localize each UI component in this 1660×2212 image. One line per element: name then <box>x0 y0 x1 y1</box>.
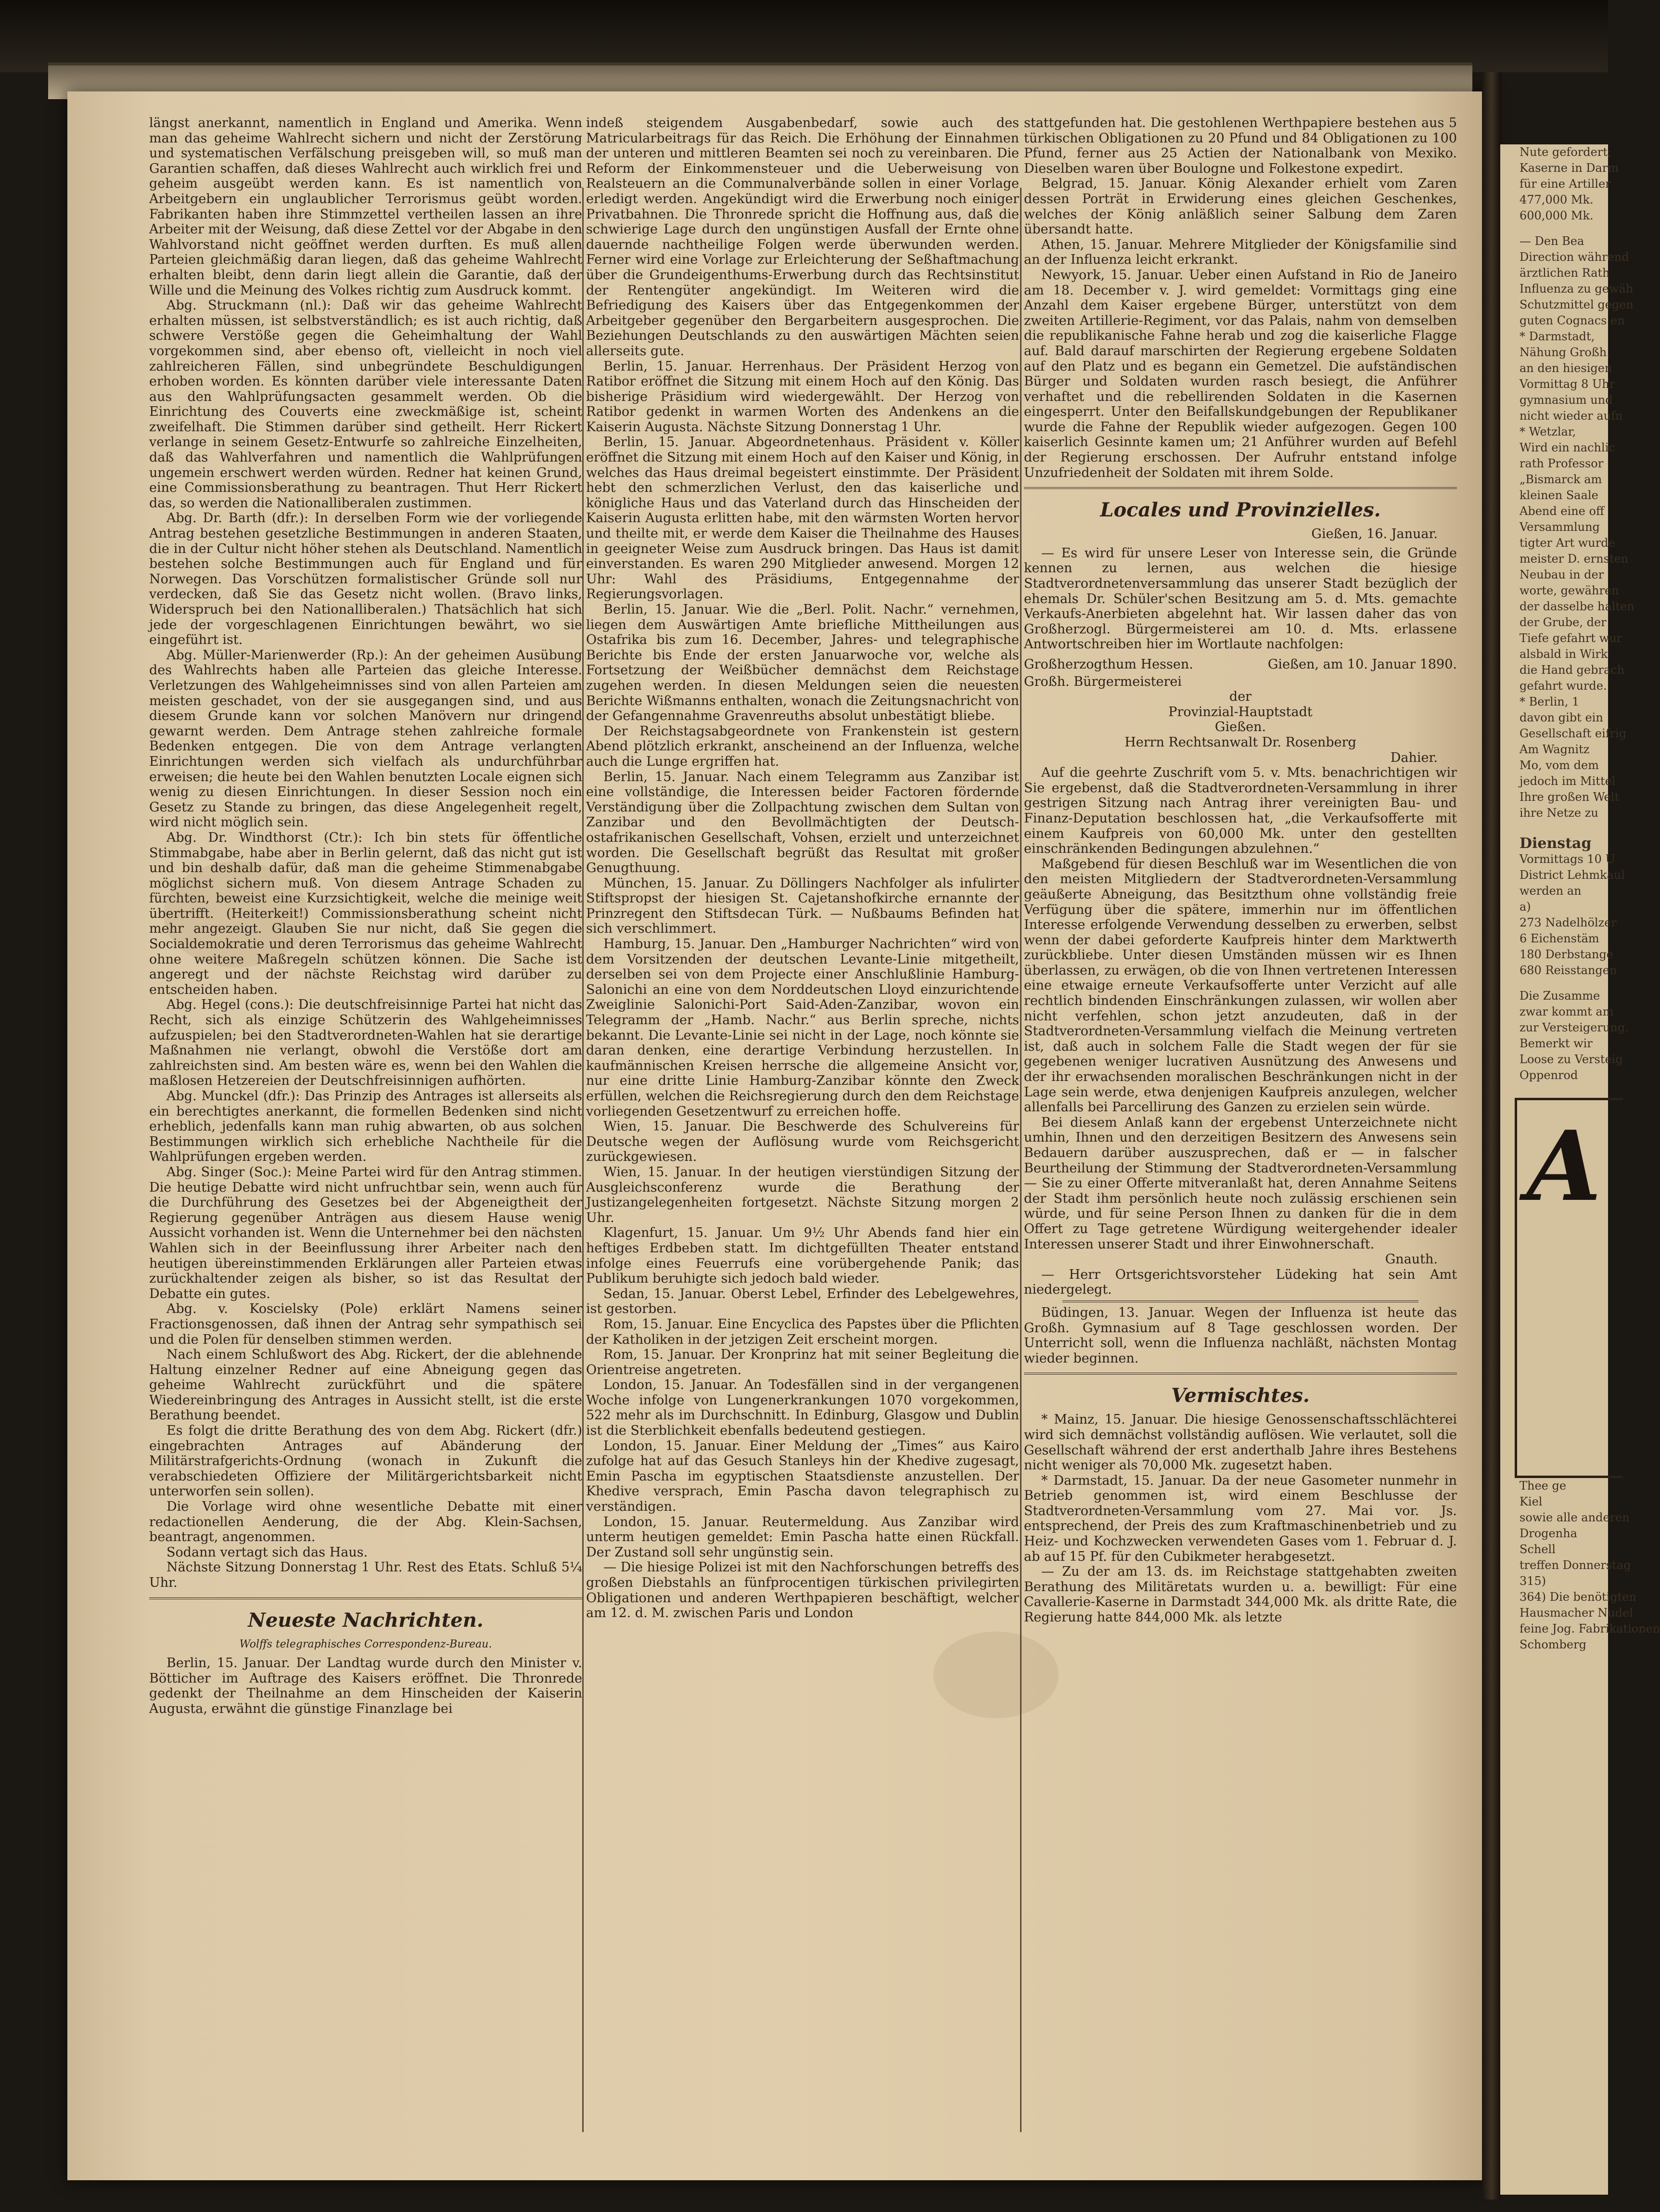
article-paragraph: stattgefunden hat. Die gestohlenen Werthpapiere bestehen aus 5 türkischen Obligationen zu 20 Pfund und 84 Obligationen zu 100 Pfund, ferner aus 25 Actien der Nationalbank von Mexiko. Dieselben waren über Boulogne und Folkestone expedirt. <box>1024 116 1457 176</box>
adjacent-page-fragment: * Berlin, 1 <box>1520 695 1580 708</box>
adjacent-page <box>1500 144 1660 2195</box>
letter-addressee-place: Dahier. <box>1390 750 1438 765</box>
adjacent-page-fragment: werden an <box>1520 884 1582 898</box>
adjacent-page-fragment: Loose zu Versteig <box>1520 1053 1623 1066</box>
adjacent-page-fragment: „Bismarck am <box>1520 473 1602 486</box>
article-paragraph: indeß steigendem Ausgabenbedarf, sowie auch des Matricularbeitrags für das Reich. Die Erhöhung der Einnahmen der unteren und mittleren Beamten sei noch zu vereinbaren. Die Reform der Einkommensteuer und die Ueberweisung von Realsteuern an die Communalverbände sollen in einer Vorlage erledigt werden. Angekündigt wird die Erwerbung noch einiger Privatbahnen. Die Thronrede spricht die Hoffnung aus, daß die schwierige Lage durch den ungünstigen Ausfall der Ernte ohne dauernde nachtheilige Folgen werde überwunden werden. Ferner wird eine Vorlage zur Erleichterung der Seßhaftmachung über die Grundeigenthums-Erwerbung durch das Rechtsinstitut der Rentengüter angekündigt. Im Weiteren wird die Befriedigung des Kaisers über das Entgegenkommen der Arbeitgeber gegenüber den Bergarbeitern ausgesprochen. Die Beziehungen Deutschlands zu den auswärtigen Mächten seien allerseits gute. <box>586 116 1019 359</box>
adjacent-page-fragment: Neubau in der <box>1520 568 1604 581</box>
adjacent-page-fragment: Kiel <box>1520 1495 1543 1508</box>
advertisement-box <box>1515 1098 1623 1478</box>
adjacent-page-mid-text <box>1500 233 1634 821</box>
adjacent-page-fragment: Thee ge <box>1520 1479 1567 1492</box>
article-paragraph: Rom, 15. Januar. Eine Encyclica des Papstes über die Pflichten der Katholiken in der jetzigen Zeit erscheint morgen. <box>586 1316 1019 1347</box>
adjacent-page-fragment: Kaserne in Darm <box>1520 161 1619 175</box>
adjacent-page-fragment: kleinen Saale <box>1520 489 1598 502</box>
adjacent-page-fragment: feine Jog. Fabrikationen <box>1520 1622 1660 1635</box>
adjacent-page-fragment: für eine Artiller <box>1520 177 1611 191</box>
adjacent-page-fragment: treffen Donnerstag <box>1520 1558 1631 1572</box>
article-paragraph: Abg. Hegel (cons.): Die deutschfreisinnige Partei hat nicht das Recht, sich als einzige Schützerin des Wahlgeheimnisses aufzuspielen; bei den Stadtverordneten-Wahlen hat sie derartige Maßnahmen nie verlangt, obwohl die Verstöße dort am zahlreichsten sind. Am besten wäre es, wenn bei den Wahlen die maßlosen Hetzereien der Deutschfreisinnigen aufhörten. <box>149 997 582 1089</box>
letter-sender-line: der <box>1229 689 1252 705</box>
letter-date: Gießen, am 10. Januar 1890. <box>1267 657 1457 672</box>
adjacent-page-heading: Dienstag <box>1520 835 1592 852</box>
adjacent-page-fragment: gymnasium und <box>1520 393 1613 407</box>
adjacent-page-fragment: Mo, vom dem <box>1520 759 1599 772</box>
section-heading-vermischtes: Vermischtes. <box>1171 1384 1310 1407</box>
column-rule <box>582 188 584 2132</box>
adjacent-page-fragment: — Den Bea <box>1520 234 1584 248</box>
article-paragraph: Abg. Munckel (dfr.): Das Prinzip des Antrages ist allerseits als ein berechtigtes anerkannt, die formellen Bedenken sind nicht erheblich, jedenfalls kann man ruhig abwarten, ob aus solchen Bestimmungen wirklich sich erhebliche Nachtheile für die Wahlprüfungen ergeben werden. <box>149 1089 582 1165</box>
adjacent-page-fragment: 315) <box>1520 1574 1546 1588</box>
article-paragraph: London, 15. Januar. Einer Meldung der „Times“ aus Kairo zufolge hat auf das Gesuch Stanleys hin der Khedive zugesagt, Emin Pascha im egyptischen Staatsdienste anzustellen. Der Khedive versprach, Emin Pascha davon telegraphisch zu verständigen. <box>586 1438 1019 1515</box>
adjacent-page-fragment: rath Professor <box>1520 457 1604 470</box>
adjacent-page-fragment: Vormittag 8 Uhr <box>1520 377 1615 391</box>
letter-paragraph: Maßgebend für diesen Beschluß war im Wesentlichen die von den meisten Mitgliedern der Stadtverordneten-Versammlung geäußerte Abneigung, das Besitzthum ohne vollständig freie Verfügung über die spätere, immerhin nur im öffentlichen Interesse erfolgende Verwendung desselben zu erwerben, selbst wenn der dabei geforderte Kaufpreis hinter dem Marktwerth zurückbliebe. Unter diesen Umständen müssen wir es Ihnen überlassen, zu erwägen, ob die von Ihnen vertretenen Interessen eine etwaige erneute Verkaufsofferte unter Verzicht auf alle rechtlich bindenden Einschränkungen zulassen, wir wollen aber nicht verfehlen, schon jetzt anzudeuten, daß in der Stadtverordneten-Versammlung vielfach die Meinung vertreten ist, daß auch in solchem Falle die Stadt wegen der für sie gegebenen weniger lucrativen Ausnützung des Anwesens und der ihr erwachsenden moralischen Beschränkungen nicht in der Lage sein werde, etwa denjenigen Kaufpreis anzulegen, welcher allenfalls bei Parcellirung des Ganzen zu erzielen sein würde. <box>1024 856 1457 1115</box>
article-paragraph: Hamburg, 15. Januar. Den „Hamburger Nachrichten“ wird von dem Vorsitzenden der deutschen Levante-Linie mitgetheilt, derselben sei von dem Projecte einer Anschlußlinie Hamburg-Salonichi an eine von dem Norddeutschen Lloyd einzurichtende Zweiglinie Salonichi-Port Said-Aden-Zanzibar, wovon ein Telegramm der „Hamb. Nachr.“ aus Berlin spreche, nichts bekannt. Die Levante-Linie sei nicht in der Lage, noch könnte sie daran denken, eine derartige Verbindung herzustellen. In kaufmännischen Kreisen herrsche die allgemeine Ansicht vor, nur eine dritte Linie Hamburg-Zanzibar könnte den Zweck erfüllen, welchen die Reichsregierung durch den dem Reichstage vorliegenden Gesetzentwurf zu erreichen hoffe. <box>586 937 1019 1119</box>
adjacent-page-fragment: Nute gefordert; <box>1520 145 1612 159</box>
adjacent-page-fragment: Versammlung <box>1520 520 1600 534</box>
adjacent-page-top-text <box>1500 144 1619 224</box>
adjacent-page-fragment: der Grube, der <box>1520 616 1607 629</box>
adjacent-page-fragment: zur Versteigerung. <box>1520 1021 1629 1034</box>
article-paragraph: Newyork, 15. Januar. Ueber einen Aufstand in Rio de Janeiro am 18. December v. J. wird gemeldet: Vormittags ging eine Anzahl dem Kaiser ergebene Bürger, unterstützt von dem zweiten Artillerie-Regiment, vor das Palais, nahm von demselben die republikanische Fahne herab und zog die kaiserliche Flagge auf. Bald darauf marschirten der Regierung ergebene Soldaten auf den Platz und es begann ein Gemetzel. Die aufständischen Bürger und Soldaten wurden rasch besiegt, die Anführer verhaftet und die rebellirenden Soldaten in die Kasernen eingesperrt. Unter den Beifallskundgebungen der Republikaner wurde die Fahne der Republik wieder aufgezogen. Gegen 100 kaiserlich Gesinnte kamen um; 21 Anführer wurden auf Befehl der Regierung erschossen. Der Aufruhr entstand infolge Unzufriedenheit der Soldaten mit ihrem Solde. <box>1024 267 1457 480</box>
place-dateline: Gießen, 16. Januar. <box>1311 527 1438 542</box>
adjacent-page-fragment: Oppenrod <box>1520 1068 1578 1082</box>
adjacent-page-fragment: Am Wagnitz <box>1520 743 1590 756</box>
article-paragraph: Abg. Struckmann (nl.): Daß wir das geheime Wahlrecht erhalten müssen, ist selbstverständlich; es ist auch richtig, daß schwere Verstöße gegen die Geheimhaltung der Wahl vorgekommen sind, aber ebenso oft, vielleicht in noch viel zahlreicheren Fällen, sind unbegründete Beschuldigungen erhoben worden. Es könnten darüber viele interessante Daten aus den Wahlprüfungsacten gesammelt werden. Ob die Einrichtung des Couverts eine zweckmäßige ist, scheint zweifelhaft. Die Stimmen darüber sind getheilt. Herr Rickert verlange in seinem Gesetz-Entwurfe so zahlreiche Einzelheiten, daß das Wahlverfahren und namentlich die Wahlprüfungen ungemein erschwert werden würden. Redner hat keinen Grund, eine Commissionsberathung zu beantragen. Thut Herr Rickert das, so werden die Nationalliberalen zustimmen. <box>149 298 582 511</box>
letter-sender-line: Provinzial-Hauptstadt <box>1168 704 1313 720</box>
adjacent-page-fragment: 364) Die benötigten <box>1520 1590 1637 1604</box>
article-paragraph: — Es wird für unsere Leser von Interesse sein, die Gründe kennen zu lernen, aus welchen die hiesige Stadtverordnetenversammlung das unserer Stadt bezüglich der ehemals Dr. Schüler'schen Besitzung am 5. d. Mts. gemachte Verkaufs-Anerbieten abgelehnt hat. Wir lassen daher das von Großherzogl. Bürgermeisterei am 10. d. Mts. erlassene Antwortschreiben hier im Wortlaute nachfolgen: <box>1024 545 1457 652</box>
article-paragraph: Berlin, 15. Januar. Der Landtag wurde durch den Minister v. Bötticher im Auftrage des Kaisers eröffnet. Die Thronrede gedenkt der Theilnahme an dem Hinscheiden der Kaiserin Augusta, erwähnt die günstige Finanzlage bei <box>149 1656 582 1716</box>
adjacent-page-fragment: * Darmstadt, <box>1520 330 1595 343</box>
advertisement-initial: A <box>1527 1110 1602 1223</box>
adjacent-page-fragment: Die Zusamme <box>1520 989 1600 1003</box>
article-paragraph: Athen, 15. Januar. Mehrere Mitglieder der Königsfamilie sind an der Influenza leicht erkrankt. <box>1024 237 1457 268</box>
adjacent-page-fragment: tigter Art wurde <box>1520 536 1615 550</box>
adjacent-page-lower-text-2 <box>1500 988 1629 1083</box>
adjacent-page-fragment: ärztlichen Rath <box>1520 266 1610 280</box>
article-paragraph: Belgrad, 15. Januar. König Alexander erhielt vom Zaren dessen Porträt in Erwiderung eines gleichen Geschenkes, welches der König anläßlich seiner Salbung dem Zaren übersandt hatte. <box>1024 176 1457 237</box>
adjacent-page-fragment: Hausmacher Nudel <box>1520 1606 1633 1620</box>
book-gutter <box>1482 72 1501 2199</box>
letter-sender-line: Gießen. <box>1214 720 1266 735</box>
adjacent-page-fragment: Wird ein nachlic <box>1520 441 1615 454</box>
article-paragraph: Büdingen, 13. Januar. Wegen der Influenza ist heute das Großh. Gymnasium auf 8 Tage geschlossen worden. Der Unterricht soll, wenn die Influenza nachläßt, nächsten Montag wieder beginnen. <box>1024 1305 1457 1366</box>
letter-sender: Großherzogthum Hessen. <box>1024 657 1193 672</box>
scan-background-top <box>0 0 1608 72</box>
section-divider <box>1024 1373 1457 1375</box>
article-paragraph: Es folgt die dritte Berathung des von dem Abg. Rickert (dfr.) eingebrachten Antrages auf Abänderung der Militärstrafgerichts-Ordnung (wonach in Zukunft die verabschiedeten Offiziere der Militärgerichtsbarkeit nicht unterworfen sein sollen). <box>149 1423 582 1499</box>
adjacent-page-fragment: 6 Eichenstäm <box>1520 932 1599 945</box>
adjacent-page-lower-text <box>1500 851 1625 978</box>
adjacent-page-fragment: Abend eine off <box>1520 504 1605 518</box>
advertisement-text <box>1500 1478 1660 1653</box>
adjacent-page-fragment: jedoch im Mittel <box>1520 774 1616 788</box>
article-paragraph: London, 15. Januar. Reutermeldung. Aus Zanzibar wird unterm heutigen gemeldet: Emin Pascha hatte einen Rückfall. Der Zustand soll sehr ungünstig sein. <box>586 1514 1019 1560</box>
adjacent-page-fragment: alsbald in Wirk <box>1520 647 1608 661</box>
letter-addressee: Herrn Rechtsanwalt Dr. Rosenberg <box>1124 734 1356 750</box>
article-paragraph: Abg. Dr. Windthorst (Ctr.): Ich bin stets für öffentliche Stimmabgabe, habe aber in Berlin gelernt, daß das nicht gut ist und bin deshalb dafür, daß man die geheime Stimmenabgabe möglichst sichern muß. Von diesem Antrage Schaden zu fürchten, beweist eine Kurzsichtigkeit, welche die meinige weit übertrifft. (Heiterkeit!) Commissionsberathung scheint nicht mehr angezeigt. Glauben Sie nur nicht, daß Sie gegen die Socialdemokratie und deren Terrorismus das geheime Wahlrecht ohne weitere Maßregeln schützen können. Die Sache ist angeregt und der nächste Reichstag wird darüber zu entscheiden haben. <box>149 830 582 997</box>
section-subheading: Wolffs telegraphisches Correspondenz-Bureau. <box>239 1638 492 1650</box>
article-paragraph: * Darmstadt, 15. Januar. Da der neue Gasometer nunmehr in Betrieb genommen ist, wird einem Beschlusse der Stadtverordneten-Versammlung vom 27. Mai vor. Js. entsprechend, der Preis des zum Kraftmaschinenbetrieb und zu Heiz- und Kochzwecken verwendeten Gases vom 1. Februar d. J. ab auf 15 Pf. für den Cubikmeter herabgesetzt. <box>1024 1473 1457 1564</box>
adjacent-page-fragment: Schell <box>1520 1543 1556 1556</box>
adjacent-page-fragment: an den hiesigen <box>1520 361 1612 375</box>
article-paragraph: Der Reichstagsabgeordnete von Frankenstein ist gestern Abend plötzlich erkrankt, anscheinend an der Influenza, welche auch die Lunge ergriffen hat. <box>586 723 1019 769</box>
article-paragraph: — Zu der am 13. ds. im Reichstage stattgehabten zweiten Berathung des Militäretats wurden u. a. bewilligt: Für eine Cavallerie-Kaserne in Darmstadt 344,000 Mk. als dritte Rate, die Regierung hatte 844,000 Mk. als letzte <box>1024 1564 1457 1625</box>
article-paragraph: Wien, 15. Januar. In der heutigen vierstündigen Sitzung der Ausgleichsconferenz wurde die Berathung der Justizangelegenheiten fortgesetzt. Nächste Sitzung morgen 2 Uhr. <box>586 1164 1019 1225</box>
article-paragraph: — Die hiesige Polizei ist mit den Nachforschungen betreffs des großen Diebstahls an fünfprocentigen türkischen privilegirten Obligationen und anderen Werthpapieren beschäftigt, welcher am 12. d. M. zwischen Paris und London <box>586 1560 1019 1621</box>
adjacent-page-fragment: der dasselbe halten <box>1520 600 1634 613</box>
article-paragraph: Sodann vertagt sich das Haus. <box>166 1544 368 1560</box>
column-1 <box>149 116 582 1717</box>
adjacent-page-fragment: davon gibt ein <box>1520 711 1603 724</box>
adjacent-page-fragment: sowie alle anderen <box>1520 1511 1630 1524</box>
article-paragraph: Sedan, 15. Januar. Oberst Lebel, Erfinder des Lebelgewehres, ist gestorben. <box>586 1286 1019 1317</box>
section-divider <box>1024 487 1457 489</box>
article-paragraph: Klagenfurt, 15. Januar. Um 9½ Uhr Abends fand hier ein heftiges Erdbeben statt. Im dichtgefüllten Theater entstand infolge eines Feuerrufs eine vorübergehende Panik; das Publikum beruhigte sich jedoch bald wieder. <box>586 1225 1019 1286</box>
adjacent-page-fragment: nicht wieder aufn <box>1520 409 1623 423</box>
adjacent-page-fragment: Gesellschaft eifrig <box>1520 727 1627 740</box>
adjacent-page-fragment: a) <box>1520 900 1531 913</box>
article-paragraph: Berlin, 15. Januar. Abgeordnetenhaus. Präsident v. Köller eröffnet die Sitzung mit einem Hoch auf den Kaiser und König, in welches das Haus dreimal begeistert einstimmte. Der Präsident hebt den schmerzlichen Verlust, den das kaiserliche und königliche Haus und das Vaterland durch das Hinscheiden der Kaiserin Augusta erlitten habe, mit den wärmsten Worten hervor und theilte mit, er werde dem Kaiser die Theilnahme des Hauses in geeigneter Weise zum Ausdruck bringen. Das Haus ist damit einverstanden. Es waren 290 Mitglieder anwesend. Morgen 12 Uhr: Wahl des Präsidiums, Entgegennahme der Regierungsvorlagen. <box>586 435 1019 602</box>
adjacent-page-fragment: Schomberg <box>1520 1638 1586 1651</box>
adjacent-page-fragment: zwar kommt am <box>1520 1005 1614 1018</box>
column-2 <box>586 116 1019 1621</box>
article-paragraph: längst anerkannt, namentlich in England und Amerika. Wenn man das geheime Wahlrecht sichern und nicht der Zerstörung und systematischen Verfälschung preisgeben will, so muß man Garantien schaffen, daß dieses Wahlrecht auch wirklich frei und geheim ausgeübt werden kann. Es ist namentlich von Arbeitgebern ein unglaublicher Terrorismus geübt worden. Fabrikanten haben ihre Stimmzettel vertheilen lassen an ihre Arbeiter mit der Weisung, daß diese Zettel vor der Abgabe in den Wahlvorstand nicht geöffnet werden durften. Es muß allen Parteien gleichmäßig daran liegen, daß das geheime Wahlrecht erhalten bleibt, denn darin liegt allein die Garantie, daß der Wille und die Meinung des Volkes richtig zum Ausdruck kommt. <box>149 116 582 298</box>
adjacent-page-fragment: 273 Nadelhölzer <box>1520 916 1617 929</box>
paper-stain <box>933 1632 1059 1718</box>
article-paragraph: Abg. Singer (Soc.): Meine Partei wird für den Antrag stimmen. Die heutige Debatte wird nicht unfruchtbar sein, wenn auch für die Durchführung des Gesetzes bei der Abgeneigtheit der Regierung gegenüber Anträgen aus diesem Hause wenig Aussicht vorhanden ist. Wenn die Unternehmer bei den nächsten Wahlen sich in der Beeinflussung ihrer Arbeiter nach den heutigen übereinstimmenden Erklärungen aller Parteien etwas zurückhaltender zeigen als bisher, so ist das Resultat der Debatte ein gutes. <box>149 1164 582 1301</box>
adjacent-page-fragment: guten Cognacs en <box>1520 314 1625 327</box>
section-heading-locales: Locales und Provinzielles. <box>1100 499 1381 522</box>
article-paragraph: Rom, 15. Januar. Der Kronprinz hat mit seiner Begleitung die Orientreise angetreten. <box>586 1347 1019 1377</box>
short-divider <box>1062 1300 1418 1302</box>
column-rule <box>1020 188 1022 2132</box>
adjacent-page-fragment: Nähung Großh. <box>1520 346 1610 359</box>
article-paragraph: München, 15. Januar. Zu Döllingers Nachfolger als infulirter Stiftspropst der hiesigen St. Cajetanshofkirche ernannte der Prinzregent den Stiftsdecan Türk. — Nußbaums Befinden hat sich verschlimmert. <box>586 875 1019 937</box>
letter-paragraph: Bei diesem Anlaß kann der ergebenst Unterzeichnete nicht umhin, Ihnen und den derzeitigen Besitzern des Anwesens sein Bedauern darüber auszusprechen, daß er — in falscher Beurtheilung der Stimmung der Stadtverordneten-Versammlung — Sie zu einer Offerte mitveranlaßt hat, deren Annahme Seitens der Stadt ihm persönlich heute noch zulässig erschienen sein würde, und für seine Person Ihnen zu danken für die in dem Offert zu Tage getretene Würdigung weitergehender idealer Interessen unserer Stadt und ihrer Einwohnerschaft. <box>1024 1115 1457 1252</box>
adjacent-page-fragment: Drogenha <box>1520 1527 1577 1540</box>
article-paragraph: Nach einem Schlußwort des Abg. Rickert, der die ablehnende Haltung einzelner Redner auf eine Abneigung gegen das geheime Wahlrecht zurückführt und die spätere Wiedereinbringung des Antrages in Aussicht stellt, ist die erste Berathung beendet. <box>149 1347 582 1423</box>
article-paragraph: Berlin, 15. Januar. Wie die „Berl. Polit. Nachr.“ vernehmen, liegen dem Auswärtigen Amte briefliche Mittheilungen aus Ostafrika bis zum 16. December, Jahres- und telegraphische Berichte bis Ende der ersten Januarwoche vor, welche als Fortsetzung der Weißbücher demnächst dem Reichstage zugehen werden. In diesen Meldungen seien die neuesten Berichte Wißmanns enthalten, wonach die Zeitungsnachricht von der Gefangennahme Gravenreuths absolut unbestätigt bliebe. <box>586 602 1019 724</box>
adjacent-page-fragment: ihre Netze zu <box>1520 806 1598 820</box>
article-paragraph: Wien, 15. Januar. Die Beschwerde des Schulvereins für Deutsche wegen der Auflösung wurde vom Reichsgericht zurückgewiesen. <box>586 1119 1019 1165</box>
adjacent-page-fragment: Influenza zu gewäh <box>1520 282 1634 296</box>
adjacent-page-fragment: Direction während <box>1520 250 1629 264</box>
letter-header <box>1024 657 1457 672</box>
adjacent-page-fragment: Tiefe gefahrt wur <box>1520 631 1622 645</box>
adjacent-page-fragment: Schutzmittel gegen <box>1520 298 1634 311</box>
article-paragraph: * Mainz, 15. Januar. Die hiesige Genossenschaftsschlächterei wird sich demnächst vollständig auflösen. Wie verlautet, soll die Gesellschaft während der erst anderthalb Jahre ihres Bestehens nicht weniger als 70,000 Mk. zugesetzt haben. <box>1024 1412 1457 1473</box>
adjacent-page-fragment: Ihre großen Welt <box>1520 790 1620 804</box>
adjacent-page-fragment: meister D. ernsten <box>1520 552 1629 566</box>
article-paragraph: Abg. Müller-Marienwerder (Rp.): An der geheimen Ausübung des Wahlrechts haben alle Parteien das gleiche Interesse. Verletzungen des Wahlgeheimnisses sind von allen Parteien am meisten geschadet, von der sie ausgegangen sind, und aus diesem Grunde kann vor solchen Manövern nur dringend gewarnt werden. Dem Antrage stehen zahlreiche formale Bedenken entgegen. Die von dem Antrage verlangten Einrichtungen werden sich vielfach als undurchführbar erweisen; die heute bei den Wahlen benutzten Locale eignen sich wenig zu diesen Einrichtungen. In dieser Session noch ein Gesetz zu Stande zu bringen, das diese Angelegenheit regelt, wird nicht möglich sein. <box>149 647 582 830</box>
adjacent-page-fragment: die Hand gebrach <box>1520 663 1625 677</box>
article-paragraph: Berlin, 15. Januar. Herrenhaus. Der Präsident Herzog von Ratibor eröffnet die Sitzung mit einem Hoch auf den König. Das bisherige Präsidium wird wiedergewählt. Der Herzog von Ratibor gedenkt in warmen Worten des Andenkens an die Kaiserin Augusta. Nächste Sitzung Donnerstag 1 Uhr. <box>586 359 1019 435</box>
adjacent-page-fragment: 477,000 Mk. <box>1520 193 1594 206</box>
adjacent-page-fragment: 680 Reisstangen <box>1520 964 1617 977</box>
article-paragraph: London, 15. Januar. An Todesfällen sind in der vergangenen Woche infolge von Lungenerkrankungen 1070 vorgekommen, 522 mehr als im Durchschnitt. In Edinburg, Glasgow und Dublin ist die Sterblichkeit ebenfalls bedeutend gestiegen. <box>586 1377 1019 1439</box>
letter-signature: Gnauth. <box>1385 1252 1438 1267</box>
adjacent-page-fragment: worte, gewähren <box>1520 584 1619 597</box>
article-paragraph: Abg. v. Koscielsky (Pole) erklärt Namens seiner Fractionsgenossen, daß ihnen der Antrag sehr sympathisch sei und die Polen für denselben stimmen werden. <box>149 1301 582 1347</box>
article-paragraph: — Herr Ortsgerichtsvorsteher Lüdeking hat sein Amt niedergelegt. <box>1024 1267 1457 1298</box>
letter-sender-line: Großh. Bürgermeisterei <box>1024 674 1182 689</box>
column-3 <box>1024 116 1457 1625</box>
adjacent-page-fragment: 600,000 Mk. <box>1520 209 1594 222</box>
article-paragraph: Nächste Sitzung Donnerstag 1 Uhr. Rest des Etats. Schluß 5¼ Uhr. <box>149 1560 582 1590</box>
article-paragraph: Berlin, 15. Januar. Nach einem Telegramm aus Zanzibar ist eine vollständige, die Interessen beider Factoren fördernde Verständigung über die Zollpachtung zwischen dem Sultan von Zanzibar und den Bevollmächtigten der Deutsch-ostafrikanischen Gesellschaft, Vohsen, erzielt und unterzeichnet worden. Die Gesellschaft begrüßt das Resultat mit großer Genugthuung. <box>586 769 1019 876</box>
adjacent-page-fragment: 180 Derbstange <box>1520 948 1614 961</box>
article-paragraph: Die Vorlage wird ohne wesentliche Debatte mit einer redactionellen Aenderung, die der Abg. Klein-Sachsen, beantragt, angenommen. <box>149 1499 582 1545</box>
adjacent-page-fragment: District Lehmkaul <box>1520 868 1625 882</box>
article-paragraph: Abg. Dr. Barth (dfr.): In derselben Form wie der vorliegende Antrag bestehen gesetzliche Bestimmungen in anderen Staaten, die in der Cultur nicht höher stehen als Deutschland. Namentlich bestehen solche Bestimmungen auch für England und für Norwegen. Das Vorschützen formalistischer Gründe soll nur verdecken, daß Sie das Gesetz nicht wollen. (Bravo links, Widerspruch bei den Nationalliberalen.) Thatsächlich hat sich jede der vorgeschlagenen Einrichtungen bewährt, wo sie eingeführt ist. <box>149 511 582 648</box>
adjacent-page-fragment: Vormittags 10 U <box>1520 852 1615 866</box>
letter-paragraph: Auf die geehrte Zuschrift vom 5. v. Mts. benachrichtigen wir Sie ergebenst, daß die Stadtverordneten-Versammlung in ihrer gestrigen Sitzung nach Antrag ihrer vereinigten Bau- und Finanz-Deputation beschlossen hat, „die Verkaufsofferte mit einem Kaufpreis von 60,000 Mk. unter den gestellten einschränkenden Bedingungen abzulehnen.“ <box>1024 765 1457 857</box>
adjacent-page-fragment: * Wetzlar, <box>1520 425 1576 438</box>
adjacent-page-fragment: gefahrt wurde. <box>1520 679 1607 693</box>
section-heading-neueste-nachrichten: Neueste Nachrichten. <box>248 1608 484 1632</box>
adjacent-page-fragment: Bemerkt wir <box>1520 1037 1593 1050</box>
section-divider <box>149 1597 582 1599</box>
